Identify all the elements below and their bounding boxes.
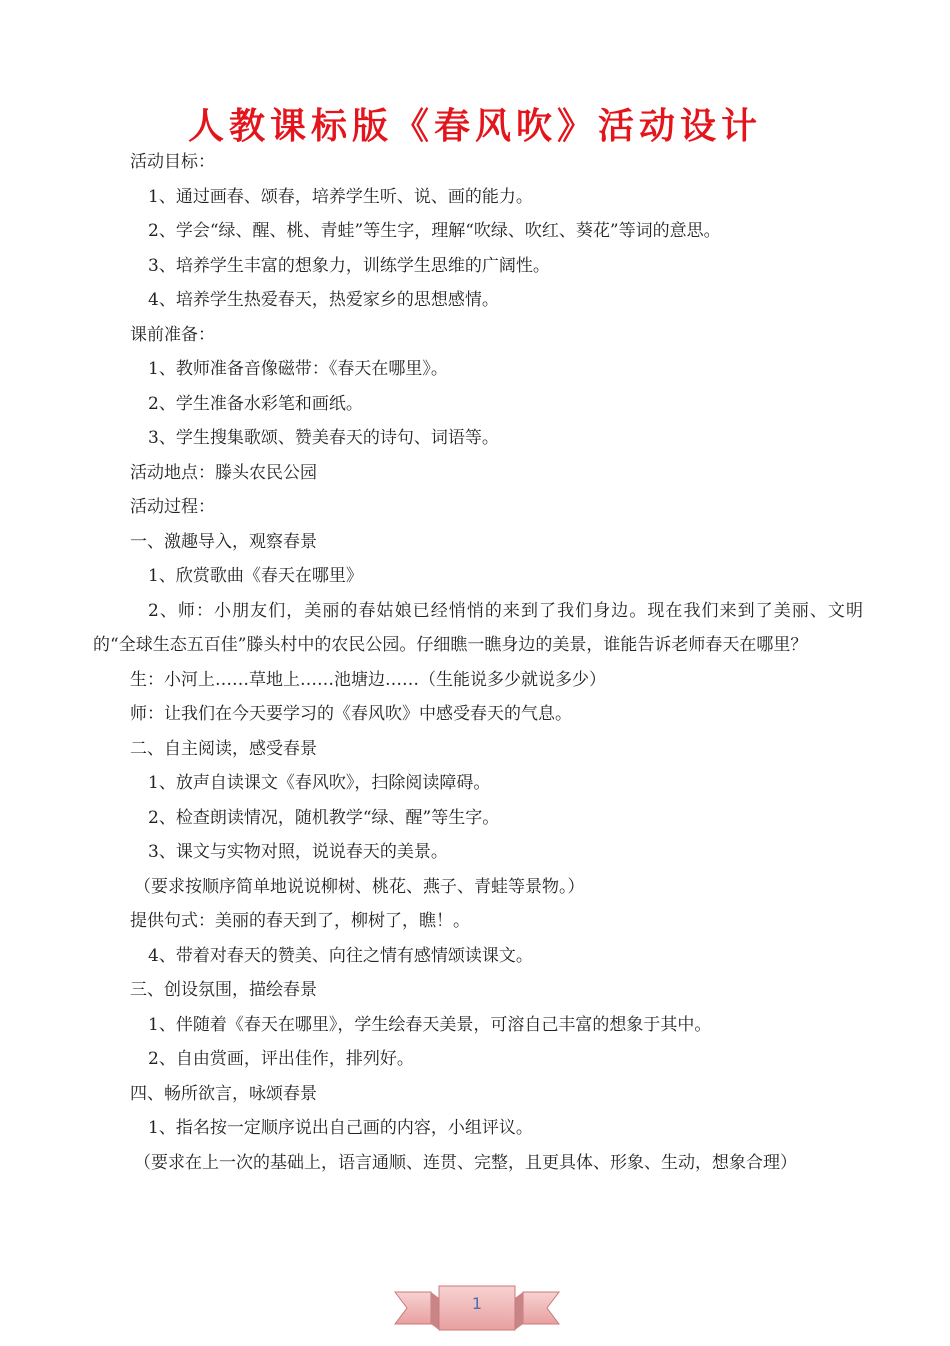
goal-item: 3、培养学生丰富的想象力，训练学生思维的广阔性。	[148, 255, 550, 276]
goal-item: 1、通过画春、颂春，培养学生听、说、画的能力。	[148, 186, 533, 207]
part4-note: （要求在上一次的基础上，语言通顺、连贯、完整，且更具体、形象、生动，想象合理）	[134, 1152, 797, 1173]
part3-heading: 三、创设氛围，描绘春景	[130, 980, 317, 1000]
part4-heading: 四、畅所欲言，咏颂春景	[130, 1083, 317, 1104]
part3-item: 2、自由赏画，评出佳作，排列好。	[148, 1049, 414, 1069]
ribbon-icon	[393, 1284, 561, 1342]
part2-item: 2、检查朗读情况，随机教学“绿、醒”等生字。	[148, 807, 500, 828]
teacher-line: 师：让我们在今天要学习的《春风吹》中感受春天的气息。	[130, 704, 572, 724]
goal-item: 2、学会“绿、醒、桃、青蛙”等生字，理解“吹绿、吹红、葵花”等词的意思。	[148, 221, 721, 241]
part3-item: 1、伴随着《春天在哪里》，学生绘春天美景，可溶自己丰富的想象于其中。	[148, 1014, 712, 1035]
part1-heading: 一、激趣导入，观察春景	[130, 531, 317, 552]
sentence-pattern: 提供句式：美丽的春天到了，柳树了，瞧！。	[130, 911, 470, 931]
goals-heading: 活动目标：	[130, 152, 215, 172]
part4-item: 1、指名按一定顺序说出自己画的内容，小组评议。	[148, 1118, 533, 1138]
part2-note: （要求按顺序简单地说说柳树、桃花、燕子、青蛙等景物。）	[134, 876, 585, 897]
part2-item: 3、课文与实物对照，说说春天的美景。	[148, 842, 448, 862]
prep-item: 2、学生准备水彩笔和画纸。	[148, 393, 363, 414]
part2-heading: 二、自主阅读，感受春景	[130, 738, 317, 759]
part2-item: 1、放声自读课文《春风吹》，扫除阅读障碍。	[148, 773, 491, 793]
process-heading: 活动过程：	[130, 497, 215, 517]
page-number: 1	[471, 1294, 483, 1313]
goal-item: 4、培养学生热爱春天，热爱家乡的思想感情。	[148, 290, 499, 310]
prep-item: 3、学生搜集歌颂、赞美春天的诗句、词语等。	[148, 428, 499, 448]
part1-paragraph: 2、师：小朋友们，美丽的春姑娘已经悄悄的来到了我们身边。现在我们来到了美丽、文明的“全球生态五百佳”滕头村中的农民公园。仔细瞧一瞧身边的美景，谁能告诉老师春天在哪里？	[93, 600, 863, 655]
prep-item: 1、教师准备音像磁带：《春天在哪里》。	[148, 359, 448, 379]
document-body	[93, 145, 863, 1180]
student-reply: 生：小河上……草地上……池塘边……（生能说多少就说多少）	[130, 669, 606, 690]
prep-heading: 课前准备：	[130, 324, 215, 345]
part1-item: 1、欣赏歌曲《春天在哪里》	[148, 566, 363, 586]
page-title: 人教课标版《春风吹》活动设计	[187, 106, 762, 147]
part2-item: 4、带着对春天的赞美、向往之情有感情颂读课文。	[148, 945, 533, 966]
page-number-ribbon	[393, 1284, 561, 1342]
activity-location: 活动地点：滕头农民公园	[130, 462, 317, 483]
